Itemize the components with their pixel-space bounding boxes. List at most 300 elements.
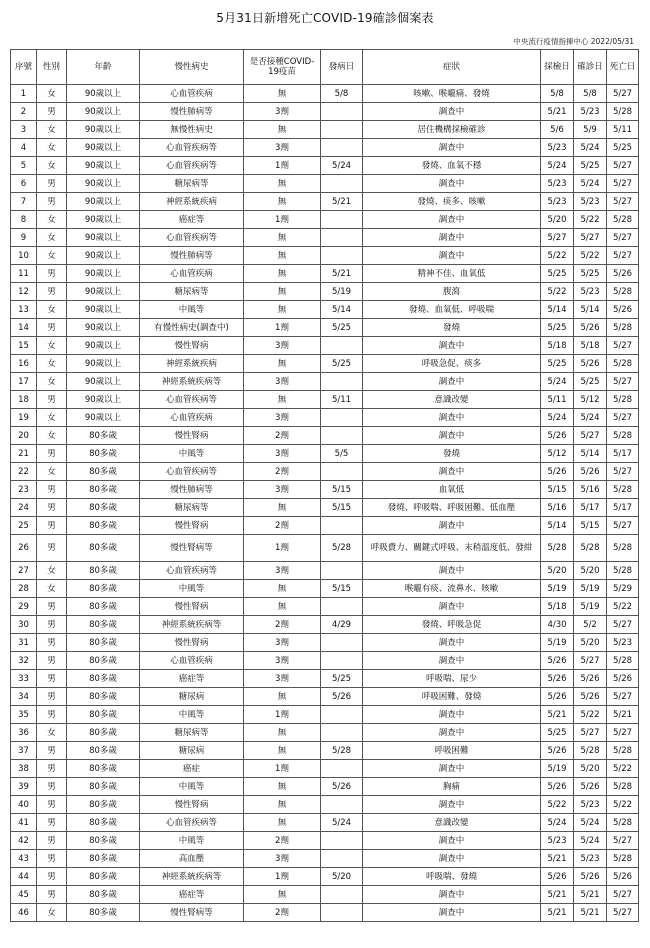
cell-death-date: 5/23 xyxy=(607,634,639,652)
cell-sampling-date: 5/15 xyxy=(541,481,574,499)
cell-vaccination: 無 xyxy=(244,598,321,616)
cell-index: 16 xyxy=(11,355,37,373)
cell-sampling-date: 5/8 xyxy=(541,85,574,103)
cell-death-date: 5/22 xyxy=(607,796,639,814)
cell-vaccination: 無 xyxy=(244,265,321,283)
cell-symptoms: 發燒、血氧低、呼吸喘 xyxy=(363,301,541,319)
cell-onset-date: 5/28 xyxy=(321,742,363,760)
cell-confirmed-date: 5/26 xyxy=(574,319,607,337)
cell-symptoms: 調查中 xyxy=(363,832,541,850)
table-row xyxy=(11,517,639,535)
cell-onset-date: 4/29 xyxy=(321,616,363,634)
table-row xyxy=(11,562,639,580)
cell-index: 29 xyxy=(11,598,37,616)
cell-onset-date: 5/20 xyxy=(321,868,363,886)
cell-confirmed-date: 5/17 xyxy=(574,499,607,517)
cell-age: 90歲以上 xyxy=(67,283,140,301)
cell-sex: 男 xyxy=(37,688,67,706)
cell-sampling-date: 5/14 xyxy=(541,301,574,319)
cell-symptoms: 調查中 xyxy=(363,247,541,265)
table-row xyxy=(11,193,639,211)
cell-sampling-date: 5/23 xyxy=(541,175,574,193)
cell-death-date: 5/27 xyxy=(607,688,639,706)
cell-vaccination: 無 xyxy=(244,121,321,139)
table-row xyxy=(11,652,639,670)
cell-index: 35 xyxy=(11,706,37,724)
cell-vaccination: 無 xyxy=(244,301,321,319)
table-row xyxy=(11,445,639,463)
cell-index: 17 xyxy=(11,373,37,391)
cell-onset-date xyxy=(321,175,363,193)
cell-index: 20 xyxy=(11,427,37,445)
cell-age: 90歲以上 xyxy=(67,85,140,103)
cell-confirmed-date: 5/24 xyxy=(574,139,607,157)
cell-sex: 男 xyxy=(37,265,67,283)
cell-sampling-date: 5/22 xyxy=(541,283,574,301)
cell-confirmed-date: 5/26 xyxy=(574,778,607,796)
cell-confirmed-date: 5/26 xyxy=(574,670,607,688)
cell-sex: 男 xyxy=(37,598,67,616)
cell-vaccination: 無 xyxy=(244,499,321,517)
cell-death-date: 5/27 xyxy=(607,463,639,481)
table-row xyxy=(11,121,639,139)
cell-symptoms: 調查中 xyxy=(363,850,541,868)
cell-onset-date: 5/25 xyxy=(321,670,363,688)
cell-index: 44 xyxy=(11,868,37,886)
cell-chronic-history: 無慢性病史 xyxy=(140,121,244,139)
cell-confirmed-date: 5/20 xyxy=(574,562,607,580)
cell-vaccination: 無 xyxy=(244,391,321,409)
cell-confirmed-date: 5/23 xyxy=(574,103,607,121)
cell-index: 14 xyxy=(11,319,37,337)
table-row xyxy=(11,301,639,319)
cell-death-date: 5/25 xyxy=(607,139,639,157)
cell-symptoms: 意識改變 xyxy=(363,814,541,832)
cell-vaccination: 無 xyxy=(244,886,321,904)
cell-vaccination: 2劑 xyxy=(244,832,321,850)
cell-vaccination: 無 xyxy=(244,778,321,796)
cell-vaccination: 3劑 xyxy=(244,373,321,391)
cell-age: 90歲以上 xyxy=(67,409,140,427)
table-row xyxy=(11,157,639,175)
cell-age: 80多歲 xyxy=(67,481,140,499)
cell-age: 80多歲 xyxy=(67,868,140,886)
cell-vaccination: 無 xyxy=(244,580,321,598)
cell-sex: 女 xyxy=(37,85,67,103)
cell-sampling-date: 5/26 xyxy=(541,670,574,688)
table-row xyxy=(11,886,639,904)
table-row xyxy=(11,355,639,373)
cell-symptoms: 調查中 xyxy=(363,373,541,391)
cell-vaccination: 3劑 xyxy=(244,481,321,499)
cell-symptoms: 呼吸困難、發燒 xyxy=(363,688,541,706)
cell-index: 2 xyxy=(11,103,37,121)
table-row xyxy=(11,499,639,517)
cell-age: 90歲以上 xyxy=(67,211,140,229)
cell-chronic-history: 高血壓 xyxy=(140,850,244,868)
cell-age: 90歲以上 xyxy=(67,157,140,175)
cell-confirmed-date: 5/25 xyxy=(574,373,607,391)
cell-onset-date xyxy=(321,463,363,481)
cell-sampling-date: 5/21 xyxy=(541,103,574,121)
cell-death-date: 5/27 xyxy=(607,409,639,427)
cell-vaccination: 2劑 xyxy=(244,427,321,445)
cell-age: 80多歲 xyxy=(67,652,140,670)
cell-vaccination: 1劑 xyxy=(244,760,321,778)
cell-onset-date: 5/21 xyxy=(321,193,363,211)
cell-confirmed-date: 5/22 xyxy=(574,706,607,724)
cell-symptoms: 精神不佳、血氧低 xyxy=(363,265,541,283)
cell-confirmed-date: 5/14 xyxy=(574,301,607,319)
cell-sex: 女 xyxy=(37,580,67,598)
cell-death-date: 5/26 xyxy=(607,670,639,688)
cell-sampling-date: 5/25 xyxy=(541,724,574,742)
cell-chronic-history: 糖尿病 xyxy=(140,688,244,706)
cell-symptoms: 調查中 xyxy=(363,427,541,445)
cell-symptoms: 喉嚨有痰、流鼻水、咳嗽 xyxy=(363,580,541,598)
table-row xyxy=(11,319,639,337)
cell-confirmed-date: 5/15 xyxy=(574,517,607,535)
cell-index: 12 xyxy=(11,283,37,301)
cell-sex: 男 xyxy=(37,778,67,796)
cell-onset-date: 5/21 xyxy=(321,265,363,283)
cell-symptoms: 呼吸喘、尿少 xyxy=(363,670,541,688)
cell-confirmed-date: 5/21 xyxy=(574,886,607,904)
cell-chronic-history: 中風等 xyxy=(140,778,244,796)
cell-sex: 女 xyxy=(37,229,67,247)
cell-confirmed-date: 5/24 xyxy=(574,409,607,427)
cell-confirmed-date: 5/20 xyxy=(574,760,607,778)
cell-confirmed-date: 5/26 xyxy=(574,868,607,886)
cell-age: 80多歲 xyxy=(67,742,140,760)
cell-sex: 男 xyxy=(37,499,67,517)
cell-sex: 男 xyxy=(37,616,67,634)
cell-sex: 男 xyxy=(37,814,67,832)
cell-chronic-history: 心血管疾病等 xyxy=(140,229,244,247)
cell-chronic-history: 神經系統疾病 xyxy=(140,355,244,373)
cell-chronic-history: 糖尿病等 xyxy=(140,283,244,301)
cell-symptoms: 調查中 xyxy=(363,517,541,535)
cell-chronic-history: 中風等 xyxy=(140,445,244,463)
cell-death-date: 5/28 xyxy=(607,562,639,580)
cell-sampling-date: 5/26 xyxy=(541,688,574,706)
cell-sampling-date: 5/19 xyxy=(541,760,574,778)
cell-chronic-history: 慢性腎病 xyxy=(140,634,244,652)
cell-index: 22 xyxy=(11,463,37,481)
cell-onset-date xyxy=(321,409,363,427)
table-row xyxy=(11,535,639,562)
cell-onset-date xyxy=(321,211,363,229)
table-row xyxy=(11,580,639,598)
cell-death-date: 5/27 xyxy=(607,886,639,904)
cell-confirmed-date: 5/28 xyxy=(574,742,607,760)
cell-chronic-history: 慢性腎病 xyxy=(140,796,244,814)
cell-sampling-date: 5/18 xyxy=(541,337,574,355)
cell-chronic-history: 心血管疾病等 xyxy=(140,391,244,409)
cell-sex: 男 xyxy=(37,886,67,904)
table-row xyxy=(11,814,639,832)
cell-age: 90歲以上 xyxy=(67,121,140,139)
cell-onset-date xyxy=(321,103,363,121)
cell-chronic-history: 神經系統疾病 xyxy=(140,193,244,211)
header-index: 序號 xyxy=(11,50,37,85)
cell-age: 90歲以上 xyxy=(67,355,140,373)
cell-vaccination: 無 xyxy=(244,814,321,832)
cell-onset-date xyxy=(321,247,363,265)
cell-index: 32 xyxy=(11,652,37,670)
cell-chronic-history: 心血管疾病等 xyxy=(140,814,244,832)
cell-symptoms: 調查中 xyxy=(363,139,541,157)
cell-index: 26 xyxy=(11,535,37,562)
cell-age: 90歲以上 xyxy=(67,247,140,265)
cell-sex: 女 xyxy=(37,724,67,742)
cell-symptoms: 調查中 xyxy=(363,598,541,616)
table-row xyxy=(11,481,639,499)
cell-sampling-date: 5/21 xyxy=(541,904,574,922)
cell-confirmed-date: 5/18 xyxy=(574,337,607,355)
cell-age: 90歲以上 xyxy=(67,301,140,319)
cell-death-date: 5/27 xyxy=(607,724,639,742)
cell-confirmed-date: 5/23 xyxy=(574,193,607,211)
cell-sampling-date: 5/24 xyxy=(541,409,574,427)
cell-death-date: 5/17 xyxy=(607,445,639,463)
table-row xyxy=(11,211,639,229)
cell-age: 80多歲 xyxy=(67,688,140,706)
cell-symptoms: 調查中 xyxy=(363,409,541,427)
cell-symptoms: 胸痛 xyxy=(363,778,541,796)
cell-symptoms: 發燒 xyxy=(363,319,541,337)
cell-symptoms: 腹瀉 xyxy=(363,283,541,301)
source-note: 中央流行疫情指揮中心 2022/05/31 xyxy=(513,37,634,46)
cell-age: 80多歲 xyxy=(67,724,140,742)
table-row xyxy=(11,634,639,652)
table-row xyxy=(11,724,639,742)
cell-age: 80多歲 xyxy=(67,445,140,463)
cell-symptoms: 調查中 xyxy=(363,796,541,814)
cell-death-date: 5/28 xyxy=(607,778,639,796)
cell-onset-date xyxy=(321,706,363,724)
cell-death-date: 5/27 xyxy=(607,616,639,634)
table-row xyxy=(11,616,639,634)
cell-chronic-history: 慢性肺病等 xyxy=(140,103,244,121)
cell-index: 43 xyxy=(11,850,37,868)
cell-death-date: 5/27 xyxy=(607,193,639,211)
cell-confirmed-date: 5/23 xyxy=(574,850,607,868)
table-row xyxy=(11,247,639,265)
cell-onset-date: 5/24 xyxy=(321,814,363,832)
cell-symptoms: 居住機構採檢確診 xyxy=(363,121,541,139)
header-vaccination: 是否接種COVID-19疫苗 xyxy=(244,50,321,85)
table-row xyxy=(11,337,639,355)
cell-vaccination: 3劑 xyxy=(244,562,321,580)
cell-sampling-date: 5/26 xyxy=(541,463,574,481)
cell-death-date: 5/28 xyxy=(607,481,639,499)
cell-vaccination: 2劑 xyxy=(244,463,321,481)
cell-vaccination: 3劑 xyxy=(244,652,321,670)
cell-symptoms: 血氧低 xyxy=(363,481,541,499)
cell-onset-date: 5/8 xyxy=(321,85,363,103)
cell-symptoms: 調查中 xyxy=(363,724,541,742)
cell-sex: 男 xyxy=(37,481,67,499)
cell-sampling-date: 5/26 xyxy=(541,742,574,760)
cell-symptoms: 呼吸喘、發燒 xyxy=(363,868,541,886)
table-row xyxy=(11,706,639,724)
cell-sampling-date: 5/21 xyxy=(541,886,574,904)
cell-sex: 男 xyxy=(37,319,67,337)
cell-sampling-date: 5/21 xyxy=(541,706,574,724)
cell-vaccination: 1劑 xyxy=(244,535,321,562)
cell-onset-date xyxy=(321,886,363,904)
cell-sampling-date: 5/26 xyxy=(541,652,574,670)
cell-confirmed-date: 5/23 xyxy=(574,796,607,814)
cell-death-date: 5/27 xyxy=(607,85,639,103)
cell-sex: 女 xyxy=(37,121,67,139)
cell-onset-date: 5/5 xyxy=(321,445,363,463)
cell-sex: 女 xyxy=(37,463,67,481)
cell-index: 4 xyxy=(11,139,37,157)
cell-symptoms: 發燒、血氧不穩 xyxy=(363,157,541,175)
cell-chronic-history: 中風等 xyxy=(140,832,244,850)
table-row xyxy=(11,868,639,886)
cell-chronic-history: 神經系統疾病等 xyxy=(140,373,244,391)
cell-sex: 女 xyxy=(37,139,67,157)
cell-onset-date: 5/19 xyxy=(321,283,363,301)
cell-index: 3 xyxy=(11,121,37,139)
cell-sampling-date: 5/21 xyxy=(541,850,574,868)
cell-vaccination: 無 xyxy=(244,688,321,706)
cell-chronic-history: 糖尿病 xyxy=(140,742,244,760)
cell-vaccination: 1劑 xyxy=(244,706,321,724)
cell-vaccination: 2劑 xyxy=(244,616,321,634)
cell-death-date: 5/28 xyxy=(607,742,639,760)
table-row xyxy=(11,598,639,616)
cell-sampling-date: 5/16 xyxy=(541,499,574,517)
cell-symptoms: 呼吸費力、關鍵式呼吸、末稍溫度低、發紺 xyxy=(363,535,541,562)
cell-symptoms: 呼吸困難 xyxy=(363,742,541,760)
cell-sex: 女 xyxy=(37,247,67,265)
cell-onset-date: 5/11 xyxy=(321,391,363,409)
cell-confirmed-date: 5/28 xyxy=(574,535,607,562)
cell-death-date: 5/27 xyxy=(607,832,639,850)
cell-sex: 女 xyxy=(37,562,67,580)
cell-death-date: 5/11 xyxy=(607,121,639,139)
cell-vaccination: 無 xyxy=(244,355,321,373)
cell-sex: 女 xyxy=(37,211,67,229)
cell-index: 31 xyxy=(11,634,37,652)
cell-age: 80多歲 xyxy=(67,670,140,688)
cell-sex: 男 xyxy=(37,652,67,670)
cell-vaccination: 3劑 xyxy=(244,337,321,355)
cell-age: 90歲以上 xyxy=(67,373,140,391)
cell-onset-date xyxy=(321,139,363,157)
cell-vaccination: 無 xyxy=(244,796,321,814)
cell-age: 80多歲 xyxy=(67,517,140,535)
cell-chronic-history: 慢性肺病等 xyxy=(140,247,244,265)
cell-symptoms: 調查中 xyxy=(363,229,541,247)
cell-death-date: 5/28 xyxy=(607,211,639,229)
cell-index: 5 xyxy=(11,157,37,175)
cell-sampling-date: 5/23 xyxy=(541,832,574,850)
table-header-row xyxy=(11,50,639,85)
cell-symptoms: 調查中 xyxy=(363,337,541,355)
cell-vaccination: 3劑 xyxy=(244,850,321,868)
table-row xyxy=(11,409,639,427)
cell-confirmed-date: 5/21 xyxy=(574,904,607,922)
cell-confirmed-date: 5/27 xyxy=(574,427,607,445)
cell-confirmed-date: 5/12 xyxy=(574,391,607,409)
cell-sampling-date: 5/6 xyxy=(541,121,574,139)
cell-index: 1 xyxy=(11,85,37,103)
cell-death-date: 5/28 xyxy=(607,103,639,121)
cell-index: 38 xyxy=(11,760,37,778)
cell-chronic-history: 心血管疾病等 xyxy=(140,139,244,157)
cell-death-date: 5/26 xyxy=(607,868,639,886)
cell-age: 80多歲 xyxy=(67,580,140,598)
cell-sex: 男 xyxy=(37,670,67,688)
cell-sex: 男 xyxy=(37,535,67,562)
cell-death-date: 5/17 xyxy=(607,499,639,517)
cell-index: 40 xyxy=(11,796,37,814)
cell-index: 27 xyxy=(11,562,37,580)
cell-age: 90歲以上 xyxy=(67,337,140,355)
cell-sampling-date: 5/26 xyxy=(541,868,574,886)
cell-chronic-history: 心血管疾病等 xyxy=(140,463,244,481)
cell-sex: 女 xyxy=(37,373,67,391)
cell-index: 9 xyxy=(11,229,37,247)
cell-symptoms: 調查中 xyxy=(363,463,541,481)
cell-sampling-date: 5/24 xyxy=(541,157,574,175)
cell-sampling-date: 5/26 xyxy=(541,427,574,445)
cell-index: 8 xyxy=(11,211,37,229)
table-row xyxy=(11,265,639,283)
cell-sampling-date: 5/20 xyxy=(541,562,574,580)
cell-age: 90歲以上 xyxy=(67,139,140,157)
cell-sampling-date: 5/25 xyxy=(541,319,574,337)
table-row xyxy=(11,778,639,796)
cell-chronic-history: 慢性腎病 xyxy=(140,337,244,355)
cell-onset-date: 5/25 xyxy=(321,319,363,337)
cell-chronic-history: 慢性腎病等 xyxy=(140,535,244,562)
cell-vaccination: 3劑 xyxy=(244,445,321,463)
cell-index: 7 xyxy=(11,193,37,211)
cell-vaccination: 無 xyxy=(244,193,321,211)
cell-vaccination: 1劑 xyxy=(244,157,321,175)
cell-confirmed-date: 5/19 xyxy=(574,580,607,598)
cell-death-date: 5/26 xyxy=(607,301,639,319)
cell-chronic-history: 神經系統疾病等 xyxy=(140,868,244,886)
cell-index: 15 xyxy=(11,337,37,355)
cell-vaccination: 1劑 xyxy=(244,868,321,886)
cell-chronic-history: 癌症等 xyxy=(140,886,244,904)
cell-sex: 男 xyxy=(37,193,67,211)
cell-sampling-date: 5/18 xyxy=(541,598,574,616)
cell-sampling-date: 5/19 xyxy=(541,580,574,598)
cell-age: 90歲以上 xyxy=(67,265,140,283)
cell-chronic-history: 心血管疾病 xyxy=(140,652,244,670)
cell-symptoms: 調查中 xyxy=(363,103,541,121)
cell-confirmed-date: 5/23 xyxy=(574,283,607,301)
cell-index: 6 xyxy=(11,175,37,193)
cell-death-date: 5/28 xyxy=(607,814,639,832)
cell-chronic-history: 神經系統疾病等 xyxy=(140,616,244,634)
cell-confirmed-date: 5/2 xyxy=(574,616,607,634)
cell-vaccination: 無 xyxy=(244,247,321,265)
cell-vaccination: 無 xyxy=(244,229,321,247)
cell-sampling-date: 5/23 xyxy=(541,193,574,211)
cell-symptoms: 發燒 xyxy=(363,445,541,463)
cell-death-date: 5/27 xyxy=(607,904,639,922)
header-onset-date: 發病日 xyxy=(321,50,363,85)
